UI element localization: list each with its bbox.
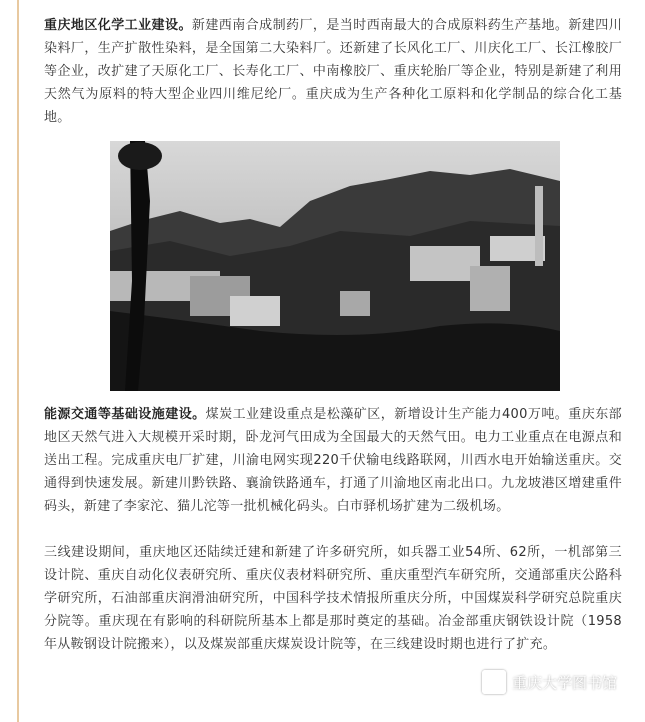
watermark-text: 重庆大学图书馆	[511, 673, 617, 692]
paragraph-chemical-industry	[44, 14, 622, 129]
paragraph-energy-transport	[44, 403, 622, 518]
energy-transport-heading: 能源交通等基础设施建设。	[44, 407, 206, 422]
chemical-industry-heading: 重庆地区化学工业建设。	[44, 18, 192, 33]
historical-factory-photo	[110, 141, 560, 391]
left-accent-line	[17, 0, 19, 722]
library-logo-icon	[482, 670, 506, 694]
library-watermark	[482, 670, 617, 694]
chemical-industry-text: 新建西南合成制药厂，是当时西南最大的合成原料药生产基地。新建四川染料厂，生产扩散性染料，是全国第二大染料厂。还新建了长风化工厂、川庆化工厂、长江橡胶厂等企业，改扩建了天原化工厂、长寿化工厂、中南橡胶厂、重庆轮胎厂等企业，特别是新建了利用天然气为原料的特大型企业四川维尼纶厂。重庆成为生产各种化工原料和化学制品的综合化工基地。	[44, 18, 622, 125]
article-content	[44, 14, 622, 656]
paragraph-research-institutes: 三线建设期间，重庆地区还陆续迁建和新建了许多研究所，如兵器工业54所、62所，一机部第三设计院、重庆自动化仪表研究所、重庆仪表材料研究所、重庆重型汽车研究所，交通部重庆公路科学研究所，石油部重庆润滑油研究所，中国科学技术情报所重庆分所，中国煤炭科学研究总院重庆分院等。重庆现在有影响的科研院所基本上都是那时奠定的基础。冶金部重庆钢铁设计院（1958年从鞍钢设计院搬来），以及煤炭部重庆煤炭设计院等，在三线建设时期也进行了扩充。	[44, 545, 622, 652]
energy-transport-text: 煤炭工业建设重点是松藻矿区，新增设计生产能力400万吨。重庆东部地区天然气进入大规模开采时期，卧龙河气田成为全国最大的天然气田。电力工业重点在电源点和送出工程。完成重庆电厂扩建，川渝电网实现220千伏输电线路联网，川西水电开始输送重庆。交通得到快速发展。新建川黔铁路、襄渝铁路通车，打通了川渝地区南北出口。九龙坡港区增建重件码头，新建了李家沱、猫儿沱等一批机械化码头。白市驿机场扩建为二级机场。	[44, 407, 622, 514]
